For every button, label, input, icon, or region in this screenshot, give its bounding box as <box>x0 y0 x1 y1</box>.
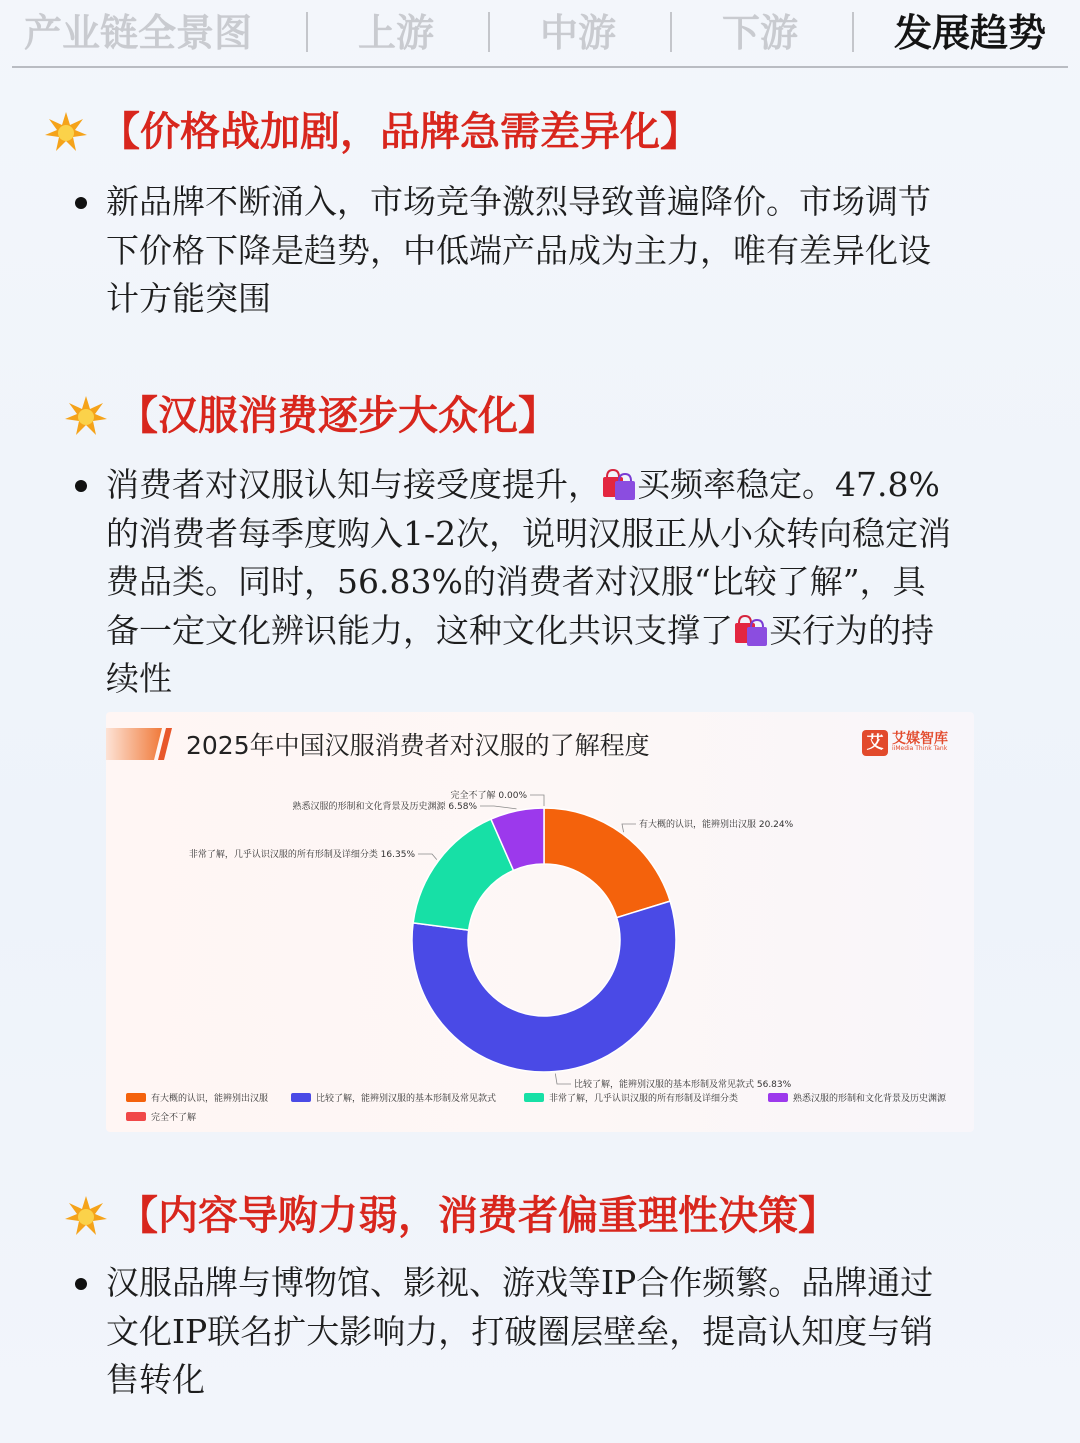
legend-swatch <box>126 1112 146 1121</box>
data-label: 比较了解，能辨别汉服的基本形制及常见款式 56.83% <box>574 1080 792 1090</box>
legend-swatch <box>768 1093 788 1102</box>
text-segment: 买行为的持 <box>769 610 934 650</box>
top-tab-bar <box>12 0 1068 68</box>
label-leader-line <box>555 1074 571 1084</box>
legend-label: 比较了解，能辨别汉服的基本形制及常见款式 <box>316 1094 497 1104</box>
star-icon <box>44 110 88 154</box>
label-leader-line <box>480 806 516 809</box>
bullet-dot <box>75 480 87 492</box>
legend-item <box>126 1111 196 1125</box>
legend-swatch <box>291 1093 311 1102</box>
shopping-bags-icon <box>601 467 637 501</box>
legend-swatch <box>524 1093 544 1102</box>
data-label: 熟悉汉服的形制和文化背景及历史渊源 6.58% <box>292 802 477 812</box>
chart-title: 2025年中国汉服消费者对汉服的了解程度 <box>186 731 650 760</box>
label-leader-line <box>418 854 437 860</box>
bullet-dot <box>75 1278 87 1290</box>
donut-chart <box>106 712 974 1132</box>
text-segment: 备一定文化辨识能力，这种文化共识支撑了 <box>106 610 733 650</box>
tab-downstream[interactable]: 下游 <box>722 10 799 55</box>
label-leader-line <box>622 824 636 832</box>
paragraph-line: 计方能突围 <box>106 279 271 318</box>
legend-item <box>291 1092 496 1106</box>
legend-item <box>524 1092 738 1106</box>
paragraph-line: 的消费者每季度购入1-2次，说明汉服正从小众转向稳定消 <box>106 513 952 553</box>
iimedia-logo-icon: 艾 <box>862 730 888 756</box>
logo-text: 艾媒智库 <box>892 731 948 747</box>
data-label: 非常了解，几乎认识汉服的所有形制及详细分类 16.35% <box>188 850 415 860</box>
star-icon <box>64 1194 108 1238</box>
legend-label: 完全不了解 <box>151 1113 197 1123</box>
tab-upstream[interactable]: 上游 <box>358 10 435 55</box>
tab-development-trends[interactable]: 发展趋势 <box>894 10 1047 55</box>
paragraph-line: 文化IP联名扩大影响力，打破圈层壁垒，提高认知度与销 <box>106 1311 934 1351</box>
section-title-price-war: 【价格战加剧，品牌急需差异化】 <box>100 108 700 155</box>
tab-industry-chain-overview[interactable]: 产业链全景图 <box>24 10 253 55</box>
legend-label: 有大概的认识，能辨别出汉服 <box>151 1094 269 1104</box>
data-label: 有大概的认识，能辨别出汉服 20.24% <box>639 820 794 830</box>
paragraph-line <box>106 461 951 510</box>
text-segment: 消费者对汉服认知与接受度提升， <box>106 465 601 504</box>
paragraph-line: 下价格下降是趋势，中低端产品成为主力，唯有差异化设 <box>106 230 931 270</box>
tab-separator <box>306 12 308 52</box>
tab-separator <box>852 12 854 52</box>
paragraph-mass-market <box>106 461 951 704</box>
star-icon <box>64 394 108 438</box>
paragraph-line: 汉服品牌与博物馆、影视、游戏等IP合作频繁。品牌通过 <box>106 1263 934 1302</box>
legend-item <box>768 1092 946 1106</box>
text-segment: 买频率稳定。47.8% <box>637 465 940 504</box>
tab-separator <box>488 12 490 52</box>
paragraph-content-guidance <box>106 1259 933 1405</box>
legend-item <box>126 1092 268 1106</box>
paragraph-line: 续性 <box>106 659 172 698</box>
shopping-bags-icon <box>733 613 769 647</box>
section-title-content-guidance: 【内容导购力弱，消费者偏重理性决策】 <box>118 1192 838 1239</box>
legend-swatch <box>126 1093 146 1102</box>
tab-separator <box>670 12 672 52</box>
paragraph-line <box>106 607 951 656</box>
tab-midstream[interactable]: 中游 <box>540 10 617 55</box>
section-title-mass-market: 【汉服消费逐步大众化】 <box>118 392 558 439</box>
paragraph-line: 新品牌不断涌入，市场竞争激烈导致普遍降价。市场调节 <box>106 182 931 221</box>
logo-subtext: iiMedia Think Tank <box>892 745 948 752</box>
paragraph-line: 售转化 <box>106 1360 205 1399</box>
legend-label: 熟悉汉服的形制和文化背景及历史渊源 <box>793 1094 947 1104</box>
paragraph-price-war <box>106 178 931 324</box>
bullet-dot <box>75 197 87 209</box>
label-leader-line <box>530 795 544 806</box>
legend-label: 非常了解，几乎认识汉服的所有形制及详细分类 <box>549 1094 739 1104</box>
paragraph-line: 费品类。同时，56.83%的消费者对汉服“比较了解”，具 <box>106 562 926 601</box>
data-label: 完全不了解 0.00% <box>450 791 527 801</box>
donut-chart-card <box>106 712 974 1132</box>
